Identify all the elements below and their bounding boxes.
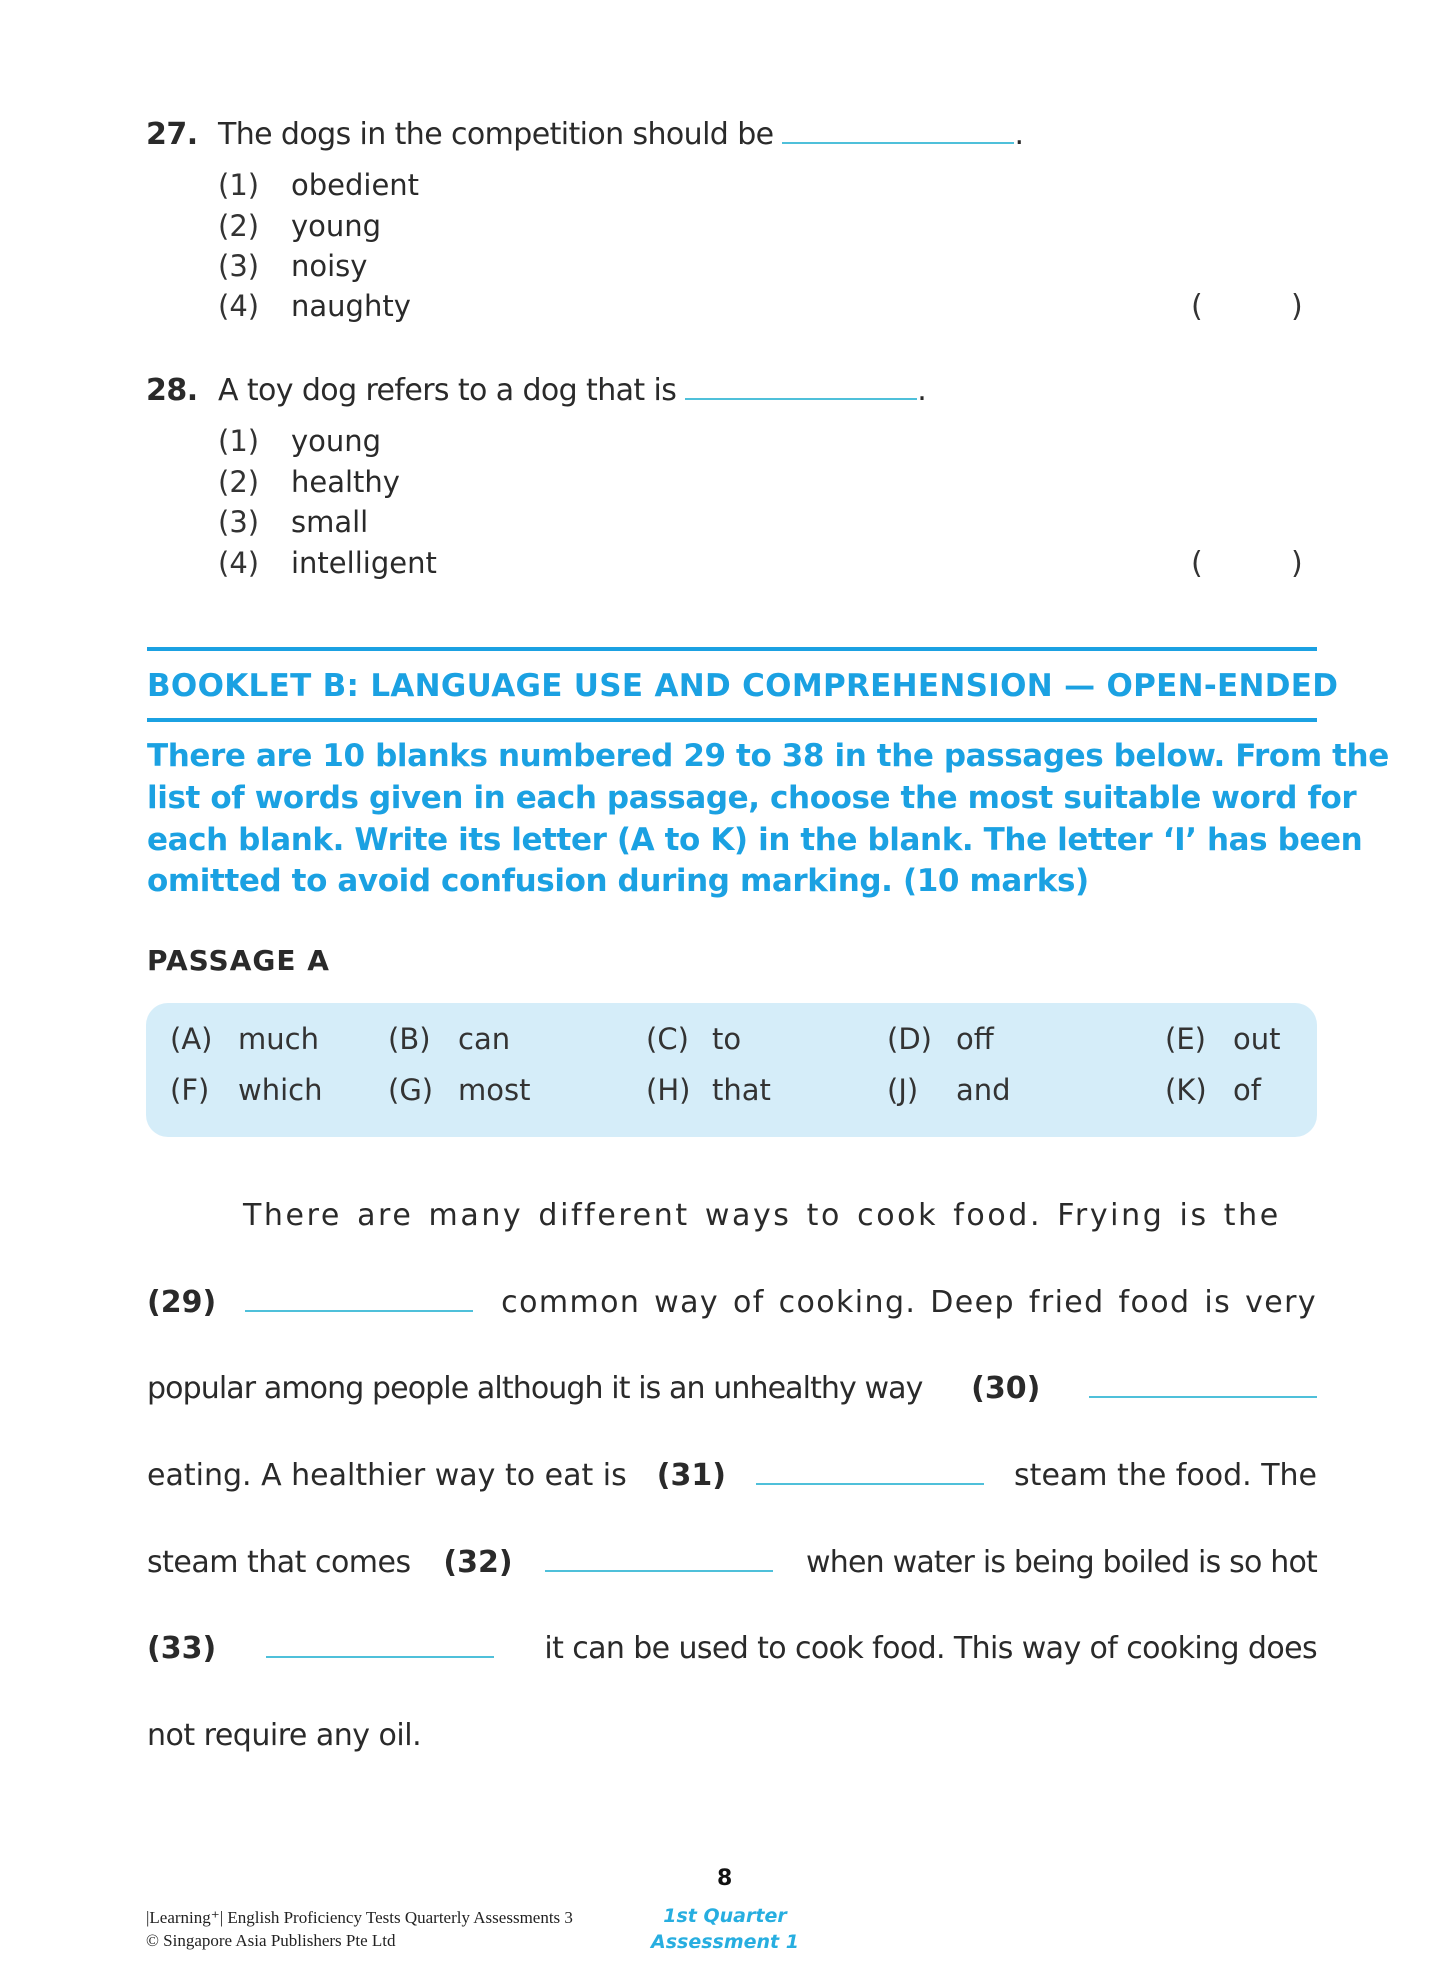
word-bank — [146, 1003, 1317, 1137]
answer-bracket-close: ) — [1291, 546, 1303, 581]
option-label: (1) — [218, 424, 260, 458]
option-label: (1) — [218, 168, 260, 202]
passage-line: (29) common way of cooking. Deep fried food is very — [147, 1285, 1317, 1320]
word-bank-item: (B) can — [388, 1022, 511, 1056]
option-text: small — [291, 505, 369, 539]
passage-line: popular among people although it is an unhealthy way (30) — [147, 1371, 1317, 1406]
passage-line: not require any oil. — [147, 1718, 422, 1753]
word-bank-item: (F) which — [170, 1073, 323, 1107]
section-heading: BOOKLET B: LANGUAGE USE AND COMPREHENSION — OPEN-ENDED — [147, 668, 1339, 704]
instruction-line: omitted to avoid confusion during marking. (10 marks) — [147, 863, 1089, 899]
question-text: The dogs in the competition should be . — [218, 117, 1024, 152]
answer-bracket-open: ( — [1191, 546, 1203, 581]
passage-line: eating. A healthier way to eat is (31) steam the food. The — [147, 1458, 1317, 1493]
blank-31[interactable] — [756, 1483, 984, 1485]
option-label: (3) — [218, 249, 260, 283]
footer-assessment: Assessment 1 — [651, 1931, 799, 1953]
blank-number: (30) — [971, 1371, 1041, 1406]
passage-line: (33) it can be used to cook food. This way of cooking does — [147, 1631, 1317, 1666]
instruction-line: each blank. Write its letter (A to K) in the blank. The letter ‘I’ has been — [147, 822, 1363, 858]
section-rule-bottom — [147, 718, 1317, 722]
passage-title: PASSAGE A — [147, 944, 330, 977]
option-label: (2) — [218, 465, 260, 499]
blank-32[interactable] — [545, 1570, 773, 1572]
option-text: healthy — [291, 465, 400, 499]
instruction-line: list of words given in each passage, choose the most suitable word for — [147, 780, 1357, 816]
footer-quarter: 1st Quarter — [663, 1905, 787, 1927]
blank-33[interactable] — [266, 1656, 494, 1658]
question-number: 27. — [146, 117, 198, 152]
word-bank-item: (C) to — [646, 1022, 742, 1056]
blank-number: (33) — [147, 1631, 217, 1666]
word-bank-item: (A) much — [170, 1022, 319, 1056]
option-text: naughty — [291, 289, 411, 323]
answer-box[interactable] — [1205, 546, 1285, 582]
passage-line: steam that comes (32) when water is being boiled is so hot — [147, 1545, 1317, 1580]
passage-line: There are many different ways to cook food. Frying is the — [243, 1198, 1281, 1233]
answer-bracket-open: ( — [1191, 289, 1203, 324]
answer-blank[interactable] — [782, 142, 1014, 144]
answer-bracket-close: ) — [1291, 289, 1303, 324]
word-bank-item: (D) off — [887, 1022, 994, 1056]
option-label: (4) — [218, 546, 260, 580]
page-number: 8 — [717, 1866, 733, 1891]
question-text: A toy dog refers to a dog that is . — [218, 373, 927, 408]
option-label: (4) — [218, 289, 260, 323]
answer-blank[interactable] — [685, 398, 917, 400]
word-bank-item: (H) that — [646, 1073, 771, 1107]
option-text: intelligent — [291, 546, 437, 580]
word-bank-item: (G) most — [388, 1073, 531, 1107]
option-text: noisy — [291, 249, 368, 283]
footer-title: |Learning⁺| English Proficiency Tests Quarterly Assessments 3 — [146, 1908, 573, 1927]
instruction-line: There are 10 blanks numbered 29 to 38 in the passages below. From the — [147, 738, 1389, 774]
option-label: (3) — [218, 505, 260, 539]
blank-30[interactable] — [1089, 1396, 1317, 1398]
word-bank-item: (J) and — [887, 1073, 1011, 1107]
question-number: 28. — [146, 373, 198, 408]
section-rule-top — [147, 647, 1317, 651]
option-text: young — [291, 209, 382, 243]
blank-number: (31) — [656, 1458, 726, 1493]
option-text: obedient — [291, 168, 420, 202]
footer-copyright: © Singapore Asia Publishers Pte Ltd — [146, 1931, 396, 1950]
blank-29[interactable] — [245, 1310, 473, 1312]
word-bank-item: (K) of — [1165, 1073, 1261, 1107]
blank-number: (29) — [147, 1285, 217, 1320]
blank-number: (32) — [443, 1545, 513, 1580]
answer-box[interactable] — [1205, 289, 1285, 325]
option-label: (2) — [218, 209, 260, 243]
word-bank-item: (E) out — [1165, 1022, 1281, 1056]
option-text: young — [291, 424, 382, 458]
